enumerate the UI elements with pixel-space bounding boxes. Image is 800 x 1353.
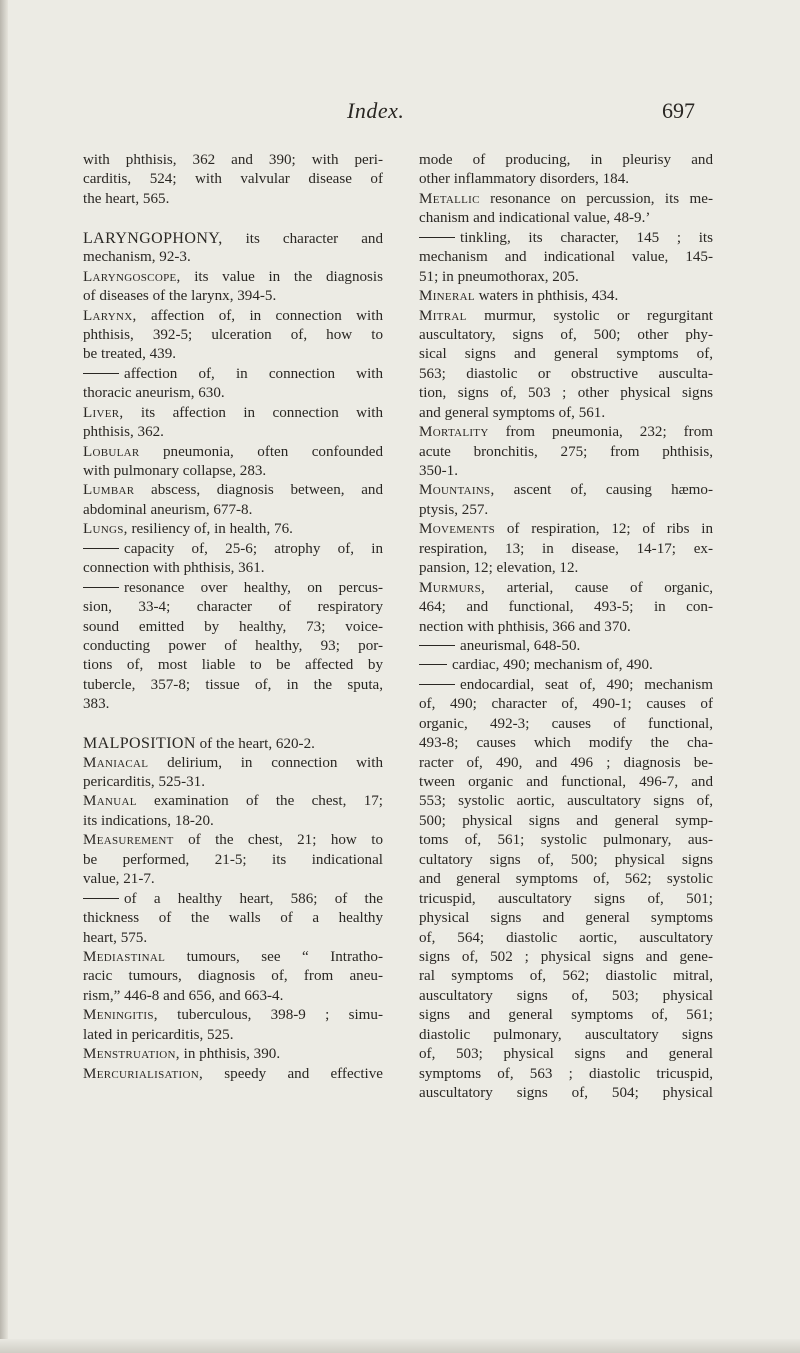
index-line (83, 190, 383, 209)
index-headword: Liver, (83, 404, 124, 421)
index-column-left (83, 151, 383, 1084)
index-text: resonance on percussion, its me- (479, 190, 713, 207)
index-headword: Laryngoscope, (83, 268, 181, 285)
index-text: rism,” 446-8 and 656, and 663-4. (83, 987, 284, 1004)
index-line (419, 695, 713, 714)
index-line (83, 462, 383, 481)
index-text: tinkling, its character, 145 ; its (460, 229, 713, 246)
index-text: signs and general symptoms of, 561; (419, 1007, 713, 1024)
index-text: racter of, 490, and 496 ; diagnosis be- (419, 754, 713, 771)
index-line (83, 501, 383, 520)
index-line (83, 637, 383, 656)
index-line (83, 520, 383, 539)
index-text: ral symptoms of, 562; diastolic mitral, (419, 968, 713, 985)
index-text: 51; in pneumothorax, 205. (419, 268, 579, 285)
index-headword: LARYNGOPHONY, (83, 229, 223, 247)
index-headword: MALPOSITION (83, 735, 196, 753)
ditto-dash (419, 664, 447, 665)
ditto-dash (419, 684, 455, 685)
index-text: signs of, 502 ; physical signs and gene- (419, 948, 713, 965)
index-line (419, 423, 713, 442)
index-line (419, 481, 713, 500)
index-text: 350-1. (419, 463, 458, 479)
index-line (419, 1026, 713, 1045)
index-text: of the chest, 21; how to (173, 832, 383, 849)
index-text: resiliency of, in health, 76. (127, 521, 293, 538)
index-line (419, 890, 713, 909)
index-line (83, 792, 383, 811)
index-text: 464; and functional, 493-5; in con- (419, 599, 713, 616)
index-text: its affection in connection with (123, 404, 383, 421)
page-binding-edge (0, 0, 8, 1353)
index-line (83, 909, 383, 928)
index-line (83, 948, 383, 967)
index-line (83, 754, 383, 773)
index-line (419, 851, 713, 870)
index-text: chanism and indicational value, 48-9.’ (419, 210, 651, 227)
index-line (419, 559, 713, 578)
index-line (83, 695, 383, 714)
index-line (419, 520, 713, 539)
index-line (83, 229, 383, 248)
index-line (419, 404, 713, 423)
index-line (83, 423, 383, 442)
index-text: lated in pericarditis, 525. (83, 1026, 234, 1043)
index-text: tions of, most liable to be affected by (83, 657, 383, 674)
index-line (83, 967, 383, 986)
index-line (83, 618, 383, 637)
index-text: the heart, 565. (83, 190, 170, 207)
index-text: waters in phthisis, 434. (474, 288, 619, 305)
index-line (419, 540, 713, 559)
index-line (419, 209, 713, 228)
index-line (419, 831, 713, 850)
ditto-dash (419, 645, 455, 646)
index-text: tricuspid, auscultatory signs of, 501; (419, 890, 713, 907)
index-line (419, 1065, 713, 1084)
index-text: arterial, cause of organic, (485, 579, 713, 596)
index-text: be performed, 21-5; its indicational (83, 851, 383, 868)
index-line (83, 345, 383, 364)
index-line (419, 870, 713, 889)
index-line (83, 1006, 383, 1025)
index-text: 563; diastolic or obstructive ausculta- (419, 365, 713, 382)
index-line (83, 890, 383, 909)
index-line (83, 870, 383, 889)
index-text: cultatory signs of, 500; physical signs (419, 851, 713, 868)
ditto-dash (83, 548, 119, 549)
index-line (83, 170, 383, 189)
index-line (83, 384, 383, 403)
index-text: thoracic aneurism, 630. (83, 385, 225, 402)
index-text: acute bronchitis, 275; from phthisis, (419, 443, 713, 460)
index-line (419, 637, 713, 656)
index-text: from pneumonia, 232; from (488, 424, 713, 441)
index-column-right (419, 151, 713, 1103)
index-headword: Manual (83, 793, 137, 810)
index-text: tumours, see “ Intratho- (165, 948, 383, 965)
index-text: 383. (83, 696, 110, 713)
index-headword: Mineral (419, 288, 475, 305)
index-line (83, 287, 383, 306)
index-text: value, 21-7. (83, 871, 155, 888)
index-text: of the heart, 620-2. (195, 736, 315, 753)
index-text: other inflammatory disorders, 184. (419, 171, 630, 188)
index-text: connection with phthisis, 361. (83, 560, 265, 577)
index-text: resonance over healthy, on percus- (124, 579, 383, 596)
index-line (419, 384, 713, 403)
index-line (419, 443, 713, 462)
index-headword: Movements (419, 521, 496, 538)
index-text: of a healthy heart, 586; of the (124, 890, 383, 907)
index-line (419, 734, 713, 753)
index-text: delirium, in connection with (148, 754, 383, 771)
index-headword: Mortality (419, 424, 489, 441)
index-headword: Mountains, (419, 482, 495, 499)
index-text: conducting power of healthy, 93; por- (83, 637, 383, 654)
index-headword: Mercurialisation, (83, 1065, 204, 1082)
index-line (83, 987, 383, 1006)
index-line (419, 248, 713, 267)
index-line (419, 579, 713, 598)
index-line (83, 676, 383, 695)
index-text: auscultatory, signs of, 500; other phy- (419, 326, 713, 343)
index-text: tween organic and functional, 496-7, and (419, 774, 713, 790)
index-line (83, 773, 383, 792)
index-text: with pulmonary collapse, 283. (83, 463, 267, 479)
index-text: and general symptoms of, 561. (419, 404, 606, 421)
index-line (83, 656, 383, 675)
index-headword: Lumbar (83, 482, 135, 499)
index-text: be treated, 439. (83, 346, 177, 363)
index-headword: Lungs, (83, 521, 128, 538)
index-text: respiration, 13; in disease, 14-17; ex- (419, 540, 713, 557)
index-line (419, 365, 713, 384)
index-line (83, 481, 383, 500)
index-text: sound emitted by healthy, 73; voice- (83, 618, 383, 635)
index-line (83, 831, 383, 850)
ditto-dash (83, 373, 119, 374)
index-line (419, 462, 713, 481)
index-line (419, 190, 713, 209)
index-text: phthisis, 392-5; ulceration of, how to (83, 326, 383, 343)
index-line (419, 929, 713, 948)
index-headword: Mitral (419, 307, 467, 324)
index-line (83, 851, 383, 870)
entry-gap (83, 715, 383, 734)
index-line (419, 307, 713, 326)
ditto-dash (83, 898, 119, 899)
index-text: diastolic pulmonary, auscultatory signs (419, 1026, 713, 1043)
index-text: racic tumours, diagnosis of, from aneu- (83, 968, 383, 985)
index-line (83, 365, 383, 384)
index-text: tion, signs of, 503 ; other physical signs (419, 385, 713, 402)
index-line (419, 598, 713, 617)
index-line (83, 443, 383, 462)
index-line (419, 948, 713, 967)
index-line (419, 715, 713, 734)
page-header (0, 98, 800, 128)
index-line (83, 559, 383, 578)
index-text: in phthisis, 390. (179, 1046, 281, 1063)
index-text: ascent of, causing hæmo- (494, 482, 713, 499)
index-line (83, 404, 383, 423)
index-line (83, 579, 383, 598)
index-text: 500; physical signs and general symp- (419, 812, 713, 829)
index-line (83, 1065, 383, 1084)
index-text: heart, 575. (83, 929, 148, 946)
index-text: pneumonia, often confounded (139, 443, 383, 460)
index-text: nection with phthisis, 366 and 370. (419, 618, 631, 635)
index-line (83, 1045, 383, 1064)
index-line (419, 792, 713, 811)
index-text: pericarditis, 525-31. (83, 774, 205, 790)
index-headword: Menstruation, (83, 1046, 180, 1063)
index-line (419, 754, 713, 773)
index-line (419, 151, 713, 170)
entry-gap (83, 209, 383, 228)
index-headword: Maniacal (83, 754, 149, 771)
index-text: abscess, diagnosis between, and (134, 482, 383, 499)
index-text: tuberculous, 398-9 ; simu- (157, 1007, 383, 1024)
index-text: with phthisis, 362 and 390; with peri- (83, 152, 383, 168)
index-headword: Measurement (83, 832, 174, 849)
index-line (83, 598, 383, 617)
index-line (419, 1084, 713, 1103)
index-line (419, 287, 713, 306)
index-text: ptysis, 257. (419, 501, 489, 518)
running-head-title: Index. (347, 98, 405, 123)
index-text: of, 503; physical signs and general (419, 1046, 713, 1063)
index-line (419, 618, 713, 637)
index-line (419, 773, 713, 792)
index-headword: Murmurs, (419, 579, 486, 596)
index-text: mode of producing, in pleurisy and (419, 152, 713, 168)
index-text: carditis, 524; with valvular disease of (83, 171, 383, 188)
index-text: abdominal aneurism, 677-8. (83, 501, 253, 518)
index-text: examination of the chest, 17; (136, 793, 383, 810)
index-line (419, 1006, 713, 1025)
index-line (419, 909, 713, 928)
index-line (83, 326, 383, 345)
index-text: its indications, 18-20. (83, 812, 214, 829)
index-text: thickness of the walls of a healthy (83, 910, 383, 927)
index-line (83, 812, 383, 831)
index-line (83, 151, 383, 170)
index-text: its character and (222, 230, 383, 247)
page-number: 697 (662, 98, 695, 123)
index-line (83, 248, 383, 267)
index-text: pansion, 12; elevation, 12. (419, 560, 579, 577)
index-text: aneurismal, 648-50. (460, 637, 581, 654)
page-bottom-edge (0, 1339, 800, 1353)
index-text: of, 490; character of, 490-1; causes of (419, 696, 713, 713)
index-line (83, 307, 383, 326)
index-text: phthisis, 362. (83, 424, 164, 441)
index-line (419, 987, 713, 1006)
index-line (83, 540, 383, 559)
index-headword: Mediastinal (83, 948, 166, 965)
index-text: of diseases of the larynx, 394-5. (83, 288, 277, 305)
index-line (419, 812, 713, 831)
index-text: 493-8; causes which modify the cha- (419, 735, 713, 752)
index-line (419, 326, 713, 345)
index-line (83, 268, 383, 287)
index-text: affection of, in connection with (136, 307, 383, 324)
index-text: and general symptoms of, 562; systolic (419, 871, 713, 888)
index-text: of respiration, 12; of ribs in (495, 521, 713, 538)
index-line (419, 501, 713, 520)
index-text: of, 564; diastolic aortic, auscultatory (419, 929, 713, 946)
ditto-dash (83, 587, 119, 588)
ditto-dash (419, 237, 455, 238)
index-line (419, 676, 713, 695)
index-headword: Meningitis, (83, 1007, 158, 1024)
index-line (83, 929, 383, 948)
index-line (83, 734, 383, 753)
index-line (419, 170, 713, 189)
index-text: mechanism, 92-3. (83, 249, 191, 266)
index-line (419, 656, 713, 675)
index-text: auscultatory signs of, 503; physical (419, 987, 713, 1004)
index-text: its value in the diagnosis (180, 268, 383, 285)
index-text: organic, 492-3; causes of functional, (419, 715, 713, 732)
index-line (419, 967, 713, 986)
index-text: affection of, in connection with (124, 365, 383, 382)
index-text: 553; systolic aortic, auscultatory signs of, (419, 793, 713, 810)
index-line (419, 268, 713, 287)
index-text: speedy and effective (203, 1065, 383, 1082)
index-text: cardiac, 490; mechanism of, 490. (452, 657, 653, 674)
index-line (83, 1026, 383, 1045)
index-text: mechanism and indicational value, 145- (419, 249, 713, 266)
index-line (419, 229, 713, 248)
index-line (419, 345, 713, 364)
index-text: capacity of, 25-6; atrophy of, in (124, 540, 383, 557)
index-headword: Metallic (419, 190, 480, 207)
index-headword: Lobular (83, 443, 140, 460)
index-text: auscultatory signs of, 504; physical (419, 1085, 713, 1101)
index-text: murmur, systolic or regurgitant (466, 307, 713, 324)
index-text: toms of, 561; systolic pulmonary, aus- (419, 832, 713, 849)
index-text: sical signs and general symptoms of, (419, 346, 713, 363)
index-text: endocardial, seat of, 490; mechanism (460, 676, 713, 693)
index-text: physical signs and general symptoms (419, 910, 713, 927)
index-text: tubercle, 357-8; tissue of, in the sputa, (83, 676, 383, 693)
index-line (419, 1045, 713, 1064)
index-headword: Larynx, (83, 307, 137, 324)
index-text: sion, 33-4; character of respiratory (83, 599, 383, 616)
index-text: symptoms of, 563 ; diastolic tricuspid, (419, 1065, 713, 1082)
